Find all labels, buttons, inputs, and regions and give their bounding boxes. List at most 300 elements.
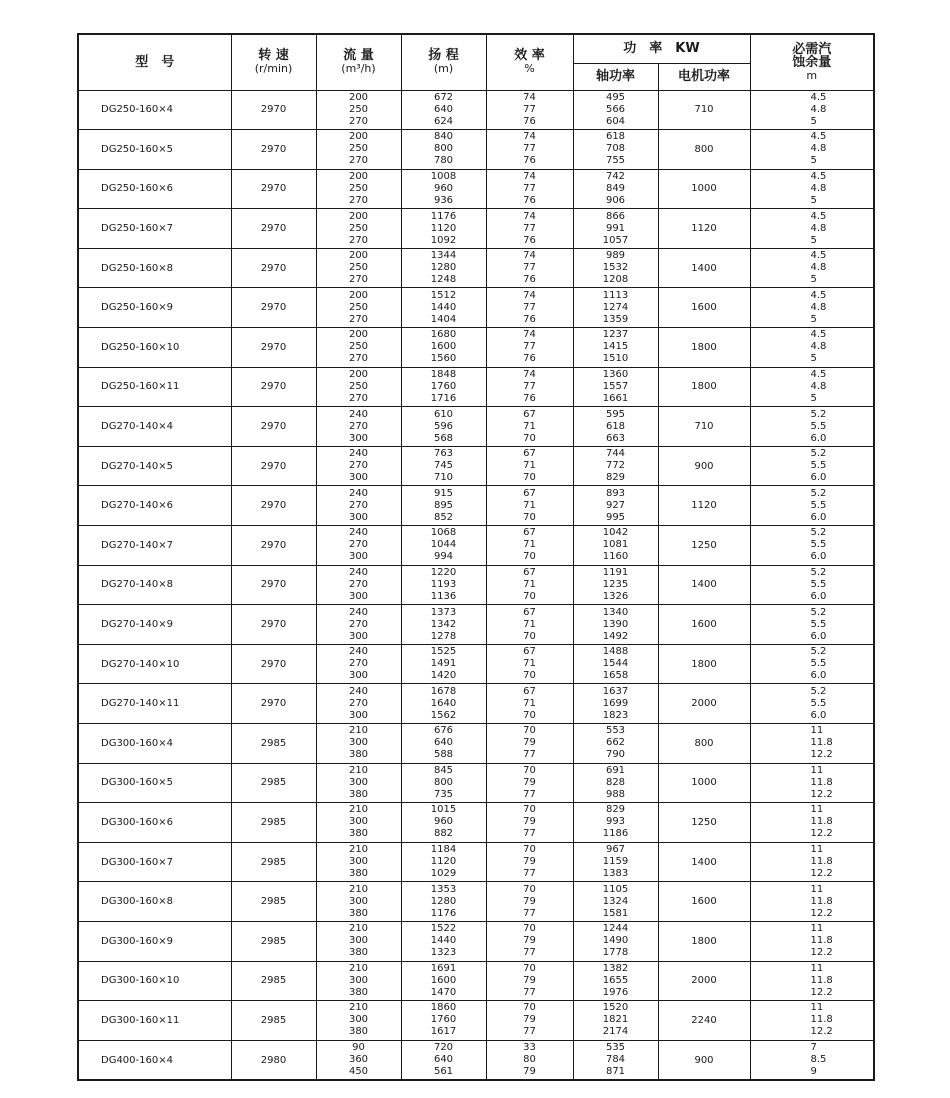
efficiency-cell-value: 67 [523, 566, 536, 578]
efficiency-cell-value: 76 [523, 115, 536, 127]
speed-cell: 2970 [231, 209, 316, 249]
head-cell-value: 1617 [430, 1026, 457, 1038]
npsh-cell-value: 6.0 [810, 590, 827, 602]
model-cell: DG400-160×4 [78, 1040, 231, 1080]
table-row [78, 446, 874, 486]
efficiency-cell-value: 70 [523, 923, 536, 935]
efficiency-cell-value: 79 [523, 1014, 536, 1026]
npsh-cell [750, 961, 874, 1001]
npsh-cell [750, 724, 874, 764]
shaft-power-cell-value: 1105 [602, 883, 629, 895]
shaft-power-cell-value: 1326 [602, 590, 629, 602]
model-cell: DG250-160×7 [78, 209, 231, 249]
flow-cell-value: 200 [348, 329, 369, 341]
head-cell-value: 960 [433, 816, 454, 828]
shaft-power-cell-value: 618 [605, 420, 626, 432]
shaft-power-cell-value: 1544 [602, 658, 629, 670]
efficiency-cell-value: 70 [523, 551, 536, 563]
flow-cell [316, 961, 401, 1001]
npsh-cell [750, 803, 874, 843]
shaft-power-cell-value: 604 [605, 115, 626, 127]
model-cell: DG300-160×10 [78, 961, 231, 1001]
header-flow-unit: (m³/h) [341, 62, 376, 76]
efficiency-cell-value: 70 [523, 709, 536, 721]
efficiency-cell-value: 71 [523, 420, 536, 432]
shaft-power-cell-value: 927 [605, 499, 626, 511]
efficiency-cell-value: 74 [523, 91, 536, 103]
npsh-cell-value: 5.2 [810, 646, 827, 658]
head-cell-value: 1470 [430, 986, 457, 998]
table-row [78, 1040, 874, 1080]
efficiency-cell [486, 288, 573, 328]
efficiency-cell [486, 486, 573, 526]
model-cell: DG300-160×4 [78, 724, 231, 764]
head-cell [401, 605, 486, 645]
npsh-cell [750, 526, 874, 566]
shaft-power-cell-value: 1492 [602, 630, 629, 642]
shaft-power-cell-value: 829 [605, 804, 626, 816]
shaft-power-cell [573, 644, 658, 684]
npsh-cell-value: 5.5 [810, 420, 827, 432]
flow-cell [316, 644, 401, 684]
npsh-cell-value: 4.5 [810, 131, 827, 143]
npsh-cell [750, 407, 874, 447]
efficiency-cell-value: 70 [523, 725, 536, 737]
flow-cell-value: 300 [348, 709, 369, 721]
shaft-power-cell-value: 1159 [602, 856, 629, 868]
flow-cell [316, 169, 401, 209]
head-cell-value: 610 [433, 408, 454, 420]
header-head-unit: (m) [433, 62, 454, 76]
head-cell-value: 1176 [430, 907, 457, 919]
header-speed [231, 34, 316, 90]
npsh-cell-value: 8.5 [810, 1054, 827, 1066]
speed-cell: 2970 [231, 169, 316, 209]
shaft-power-cell-value: 1237 [602, 329, 629, 341]
npsh-cell-value: 11 [810, 1002, 824, 1014]
head-cell-value: 1092 [430, 234, 457, 246]
flow-cell [316, 209, 401, 249]
npsh-cell-value: 4.8 [810, 103, 827, 115]
shaft-power-cell-value: 1557 [602, 380, 629, 392]
flow-cell-value: 380 [348, 749, 369, 761]
efficiency-cell-value: 74 [523, 289, 536, 301]
table-row [78, 367, 874, 407]
shaft-power-cell-value: 1324 [602, 895, 629, 907]
shaft-power-cell-value: 663 [605, 432, 626, 444]
efficiency-cell-value: 77 [523, 788, 536, 800]
head-cell-value: 1280 [430, 262, 457, 274]
npsh-cell [750, 644, 874, 684]
npsh-cell-value: 4.5 [810, 91, 827, 103]
flow-cell [316, 882, 401, 922]
efficiency-cell [486, 328, 573, 368]
shaft-power-cell [573, 921, 658, 961]
flow-cell-value: 240 [348, 448, 369, 460]
npsh-cell-value: 5.5 [810, 539, 827, 551]
head-cell-value: 1404 [430, 313, 457, 325]
efficiency-cell-value: 77 [523, 380, 536, 392]
npsh-cell [750, 446, 874, 486]
npsh-cell-value: 12.2 [810, 828, 833, 840]
npsh-cell-value: 12.2 [810, 1026, 833, 1038]
npsh-cell-value: 11.8 [810, 935, 833, 947]
motor-power-cell: 2240 [658, 1001, 750, 1041]
motor-power-cell: 1600 [658, 882, 750, 922]
shaft-power-cell-value: 2174 [602, 1026, 629, 1038]
efficiency-cell [486, 367, 573, 407]
shaft-power-cell-value: 495 [605, 91, 626, 103]
shaft-power-cell [573, 842, 658, 882]
speed-cell: 2970 [231, 407, 316, 447]
flow-cell-value: 210 [348, 764, 369, 776]
efficiency-cell-value: 71 [523, 658, 536, 670]
efficiency-cell-value: 77 [523, 341, 536, 353]
flow-cell-value: 270 [348, 499, 369, 511]
table-row [78, 486, 874, 526]
npsh-cell-value: 4.8 [810, 301, 827, 313]
npsh-cell-value: 5.2 [810, 566, 827, 578]
head-cell-value: 1044 [430, 539, 457, 551]
efficiency-cell-value: 79 [523, 935, 536, 947]
flow-cell-value: 210 [348, 804, 369, 816]
motor-power-cell: 1400 [658, 842, 750, 882]
flow-cell-value: 200 [348, 368, 369, 380]
efficiency-cell-value: 70 [523, 844, 536, 856]
speed-cell: 2970 [231, 486, 316, 526]
table-row [78, 724, 874, 764]
flow-cell-value: 300 [348, 472, 369, 484]
flow-cell-value: 210 [348, 923, 369, 935]
flow-cell-value: 450 [348, 1066, 369, 1078]
flow-cell [316, 565, 401, 605]
flow-cell-value: 300 [348, 737, 369, 749]
npsh-cell-value: 12.2 [810, 986, 833, 998]
head-cell-value: 882 [433, 828, 454, 840]
flow-cell-value: 210 [348, 883, 369, 895]
npsh-cell [750, 1040, 874, 1080]
speed-cell: 2980 [231, 1040, 316, 1080]
head-cell [401, 130, 486, 170]
efficiency-cell-value: 70 [523, 432, 536, 444]
header-npsh-line2: 蚀余量 [792, 54, 832, 70]
speed-cell: 2970 [231, 288, 316, 328]
flow-cell-value: 90 [352, 1042, 365, 1054]
efficiency-cell-value: 67 [523, 487, 536, 499]
head-cell [401, 763, 486, 803]
efficiency-cell-value: 71 [523, 578, 536, 590]
motor-power-cell: 710 [658, 407, 750, 447]
speed-cell: 2970 [231, 565, 316, 605]
table-row [78, 130, 874, 170]
efficiency-cell-value: 70 [523, 764, 536, 776]
head-cell [401, 684, 486, 724]
npsh-cell-value: 5.5 [810, 697, 827, 709]
head-cell-value: 1600 [430, 341, 457, 353]
npsh-cell-value: 5.2 [810, 448, 827, 460]
efficiency-cell-value: 70 [523, 472, 536, 484]
head-cell-value: 1760 [430, 1014, 457, 1026]
npsh-cell-value: 12.2 [810, 788, 833, 800]
speed-cell: 2985 [231, 763, 316, 803]
shaft-power-cell [573, 367, 658, 407]
shaft-power-cell-value: 1661 [602, 392, 629, 404]
efficiency-cell-value: 74 [523, 368, 536, 380]
motor-power-cell: 1600 [658, 288, 750, 328]
shaft-power-cell-value: 535 [605, 1042, 626, 1054]
efficiency-cell [486, 407, 573, 447]
table-row [78, 961, 874, 1001]
shaft-power-cell-value: 772 [605, 460, 626, 472]
efficiency-cell-value: 77 [523, 749, 536, 761]
model-cell: DG270-140×4 [78, 407, 231, 447]
efficiency-cell [486, 842, 573, 882]
shaft-power-cell-value: 1658 [602, 670, 629, 682]
flow-cell-value: 270 [348, 578, 369, 590]
npsh-cell [750, 882, 874, 922]
table-row [78, 803, 874, 843]
flow-cell [316, 90, 401, 130]
npsh-cell-value: 4.8 [810, 222, 827, 234]
shaft-power-cell-value: 595 [605, 408, 626, 420]
shaft-power-cell-value: 1057 [602, 234, 629, 246]
pump-performance-table [77, 33, 875, 1081]
shaft-power-cell-value: 828 [605, 776, 626, 788]
head-cell-value: 1323 [430, 947, 457, 959]
efficiency-cell-value: 77 [523, 868, 536, 880]
flow-cell [316, 842, 401, 882]
model-cell: DG300-160×8 [78, 882, 231, 922]
flow-cell [316, 1001, 401, 1041]
flow-cell-value: 210 [348, 725, 369, 737]
table-row [78, 605, 874, 645]
shaft-power-cell-value: 1382 [602, 962, 629, 974]
flow-cell-value: 240 [348, 606, 369, 618]
speed-cell: 2985 [231, 961, 316, 1001]
model-cell: DG250-160×4 [78, 90, 231, 130]
shaft-power-cell-value: 991 [605, 222, 626, 234]
efficiency-cell-value: 79 [523, 856, 536, 868]
model-cell: DG270-140×7 [78, 526, 231, 566]
motor-power-cell: 1800 [658, 328, 750, 368]
flow-cell-value: 300 [348, 1014, 369, 1026]
efficiency-cell-value: 70 [523, 962, 536, 974]
flow-cell-value: 200 [348, 170, 369, 182]
motor-power-cell: 1250 [658, 526, 750, 566]
shaft-power-cell-value: 906 [605, 194, 626, 206]
header-flow [316, 34, 401, 90]
shaft-power-cell [573, 90, 658, 130]
efficiency-cell-value: 77 [523, 262, 536, 274]
head-cell [401, 565, 486, 605]
efficiency-cell [486, 803, 573, 843]
efficiency-cell-value: 76 [523, 392, 536, 404]
model-cell: DG270-140×11 [78, 684, 231, 724]
efficiency-cell-value: 77 [523, 947, 536, 959]
shaft-power-cell [573, 961, 658, 1001]
table-row [78, 209, 874, 249]
shaft-power-cell-value: 1637 [602, 685, 629, 697]
head-cell-value: 1678 [430, 685, 457, 697]
efficiency-cell-value: 33 [523, 1042, 536, 1054]
flow-cell-value: 300 [348, 511, 369, 523]
shaft-power-cell-value: 691 [605, 764, 626, 776]
shaft-power-cell [573, 1001, 658, 1041]
npsh-cell-value: 12.2 [810, 868, 833, 880]
efficiency-cell-value: 71 [523, 460, 536, 472]
efficiency-cell-value: 79 [523, 816, 536, 828]
npsh-cell [750, 921, 874, 961]
flow-cell-value: 300 [348, 935, 369, 947]
shaft-power-cell [573, 130, 658, 170]
npsh-cell-value: 4.5 [810, 250, 827, 262]
flow-cell [316, 803, 401, 843]
table-row [78, 288, 874, 328]
motor-power-cell: 2000 [658, 684, 750, 724]
shaft-power-cell [573, 605, 658, 645]
head-cell-value: 568 [433, 432, 454, 444]
npsh-cell-value: 5 [810, 392, 817, 404]
efficiency-cell-value: 67 [523, 448, 536, 460]
efficiency-cell [486, 605, 573, 645]
head-cell-value: 1220 [430, 566, 457, 578]
speed-cell: 2970 [231, 684, 316, 724]
speed-cell: 2970 [231, 248, 316, 288]
efficiency-cell [486, 763, 573, 803]
flow-cell-value: 270 [348, 697, 369, 709]
shaft-power-cell [573, 684, 658, 724]
head-cell [401, 248, 486, 288]
efficiency-cell-value: 76 [523, 234, 536, 246]
npsh-cell [750, 288, 874, 328]
shaft-power-cell-value: 1383 [602, 868, 629, 880]
efficiency-cell-value: 70 [523, 883, 536, 895]
head-cell [401, 1001, 486, 1041]
model-cell: DG300-160×9 [78, 921, 231, 961]
head-cell-value: 596 [433, 420, 454, 432]
npsh-cell-value: 5.5 [810, 460, 827, 472]
shaft-power-cell [573, 328, 658, 368]
flow-cell [316, 328, 401, 368]
flow-cell-value: 250 [348, 103, 369, 115]
npsh-cell-value: 11.8 [810, 1014, 833, 1026]
head-cell [401, 724, 486, 764]
shaft-power-cell-value: 1415 [602, 341, 629, 353]
flow-cell [316, 724, 401, 764]
npsh-cell-value: 4.8 [810, 262, 827, 274]
table-row [78, 526, 874, 566]
flow-cell-value: 270 [348, 658, 369, 670]
shaft-power-cell-value: 993 [605, 816, 626, 828]
shaft-power-cell-value: 1488 [602, 646, 629, 658]
head-cell [401, 446, 486, 486]
model-cell: DG270-140×10 [78, 644, 231, 684]
efficiency-cell-value: 74 [523, 210, 536, 222]
head-cell-value: 1344 [430, 250, 457, 262]
efficiency-cell [486, 921, 573, 961]
shaft-power-cell-value: 849 [605, 182, 626, 194]
npsh-cell [750, 1001, 874, 1041]
efficiency-cell-value: 79 [523, 737, 536, 749]
efficiency-cell-value: 71 [523, 618, 536, 630]
efficiency-cell-value: 71 [523, 499, 536, 511]
flow-cell [316, 130, 401, 170]
efficiency-cell-value: 67 [523, 606, 536, 618]
head-cell-value: 676 [433, 725, 454, 737]
efficiency-cell-value: 76 [523, 353, 536, 365]
shaft-power-cell-value: 662 [605, 737, 626, 749]
flow-cell-value: 250 [348, 262, 369, 274]
shaft-power-cell-value: 553 [605, 725, 626, 737]
shaft-power-cell-value: 742 [605, 170, 626, 182]
shaft-power-cell-value: 784 [605, 1054, 626, 1066]
shaft-power-cell-value: 1359 [602, 313, 629, 325]
efficiency-cell-value: 76 [523, 274, 536, 286]
efficiency-cell-value: 79 [523, 1066, 536, 1078]
flow-cell [316, 288, 401, 328]
efficiency-cell-value: 77 [523, 222, 536, 234]
head-cell-value: 1640 [430, 697, 457, 709]
flow-cell-value: 250 [348, 182, 369, 194]
npsh-cell [750, 328, 874, 368]
shaft-power-cell-value: 871 [605, 1066, 626, 1078]
head-cell-value: 1440 [430, 935, 457, 947]
motor-power-cell: 1000 [658, 763, 750, 803]
speed-cell: 2970 [231, 130, 316, 170]
npsh-cell-value: 4.8 [810, 143, 827, 155]
shaft-power-cell [573, 565, 658, 605]
shaft-power-cell [573, 803, 658, 843]
shaft-power-cell-value: 988 [605, 788, 626, 800]
shaft-power-cell-value: 1390 [602, 618, 629, 630]
flow-cell-value: 270 [348, 618, 369, 630]
motor-power-cell: 1250 [658, 803, 750, 843]
head-cell-value: 1691 [430, 962, 457, 974]
flow-cell-value: 270 [348, 194, 369, 206]
table-row [78, 169, 874, 209]
head-cell-value: 1600 [430, 974, 457, 986]
shaft-power-cell-value: 1532 [602, 262, 629, 274]
npsh-cell [750, 248, 874, 288]
header-speed-unit: (r/min) [254, 62, 293, 76]
npsh-cell-value: 11 [810, 883, 824, 895]
head-cell-value: 1280 [430, 895, 457, 907]
flow-cell-value: 210 [348, 1002, 369, 1014]
npsh-cell-value: 4.5 [810, 329, 827, 341]
npsh-cell-value: 7 [810, 1042, 817, 1054]
npsh-cell-value: 12.2 [810, 947, 833, 959]
npsh-cell [750, 130, 874, 170]
head-cell-value: 780 [433, 155, 454, 167]
speed-cell: 2970 [231, 605, 316, 645]
efficiency-cell [486, 169, 573, 209]
npsh-cell-value: 12.2 [810, 749, 833, 761]
flow-cell-value: 250 [348, 341, 369, 353]
model-cell: DG250-160×9 [78, 288, 231, 328]
efficiency-cell [486, 90, 573, 130]
flow-cell-value: 240 [348, 685, 369, 697]
head-cell [401, 882, 486, 922]
npsh-cell [750, 565, 874, 605]
shaft-power-cell-value: 755 [605, 155, 626, 167]
motor-power-cell: 1600 [658, 605, 750, 645]
shaft-power-cell-value: 618 [605, 131, 626, 143]
shaft-power-cell-value: 1510 [602, 353, 629, 365]
flow-cell [316, 921, 401, 961]
efficiency-cell-value: 77 [523, 828, 536, 840]
shaft-power-cell-value: 1235 [602, 578, 629, 590]
shaft-power-cell-value: 995 [605, 511, 626, 523]
